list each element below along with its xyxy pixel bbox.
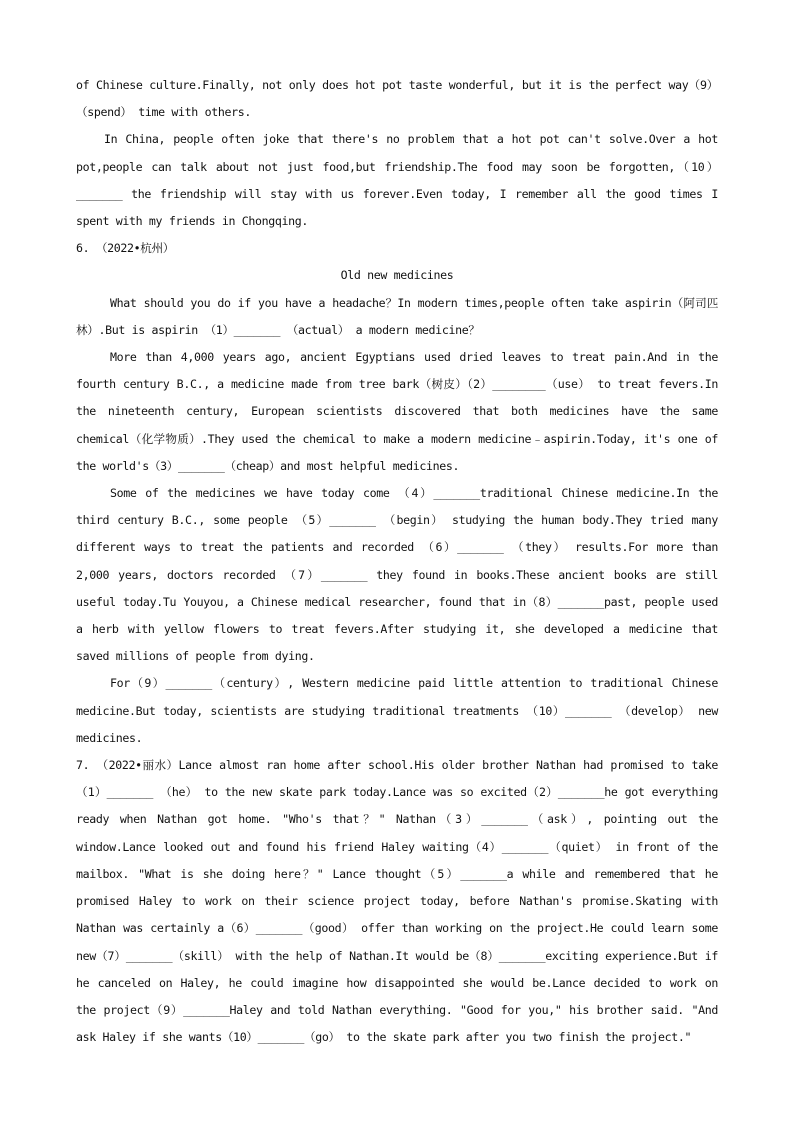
question-6-paragraph-4: For（9）_______（century）, Western medicine paid little attention to traditional Chinese medicine.But today, scientists are studying traditional treatments （10）_______ （develop） new medicines. (76, 676, 718, 745)
question-6-label: 6. （2022•杭州） (76, 241, 175, 256)
passage-5-continued: of Chinese culture.Finally, not only does hot pot taste wonderful, but it is the perfect way（9）（spend） time with others. (76, 78, 718, 120)
question-6-paragraph-2: More than 4,000 years ago, ancient Egyptians used dried leaves to treat pain.And in the fourth century B.C., a medicine made from tree bark（树皮）（2）________（use） to treat fevers.In the nineteenth century, European scientists discovered that both medicines have the same chemical（化学物质）.They used the chemical to make a modern medicine﹣aspirin.Today, it's one of the world's（3）_______（cheap）and most helpful medicines. (76, 350, 718, 473)
question-6-paragraph-1: What should you do if you have a headache？In modern times,people often take aspirin（阿司匹林）.But is aspirin （1）_______ （actual） a modern medicine？ (76, 295, 718, 337)
passage-5-last-paragraph: In China, people often joke that there's no problem that a hot pot can't solve.Over a hot pot,people can talk about not just food,but friendship.The food may soon be forgotten,（10）_______ the friendship will stay with us forever.Even today, I remember all the good times I spent with my friends in Chongqing. (76, 132, 718, 229)
document-page (76, 72, 718, 1051)
question-7-passage: 7. （2022•丽水）Lance almost ran home after school.His older brother Nathan had promised to take（1）_______ （he） to the new skate park today.Lance was so excited（2）_______he got everything ready when Nathan got home. "Who's that？" Nathan（3）_______（ask）, pointing out the window.Lance looked out and found his friend Haley waiting（4）_______（quiet） in front of the mailbox. "What is she doing here？" Lance thought（5）_______a while and remembered that he promised Haley to work on their science project today, before Nathan's promise.Skating with Nathan was certainly a（6）_______（good） offer than working on the project.He could learn some new（7）_______（skill） with the help of Nathan.It would be（8）_______exciting experience.But if he canceled on Haley, he could imagine how disappointed she would be.Lance decided to work on the project（9）_______Haley and told Nathan everything. "Good for you," his brother said. "And ask Haley if she wants（10）_______（go） to the skate park after you two finish the project." (76, 758, 718, 1045)
question-6-title: Old new medicines (340, 268, 454, 283)
question-6-paragraph-3: Some of the medicines we have today come （4）_______traditional Chinese medicine.In the third century B.C., some people （5）_______ （begin） studying the human body.They tried many different ways to treat the patients and recorded （6）_______ （they） results.For more than 2,000 years, doctors recorded （7）_______ they found in books.These ancient books are still useful today.Tu Youyou, a Chinese medical researcher, found that in（8）_______past, people used a herb with yellow flowers to treat fevers.After studying it, she developed a medicine that saved millions of people from dying. (76, 486, 718, 664)
